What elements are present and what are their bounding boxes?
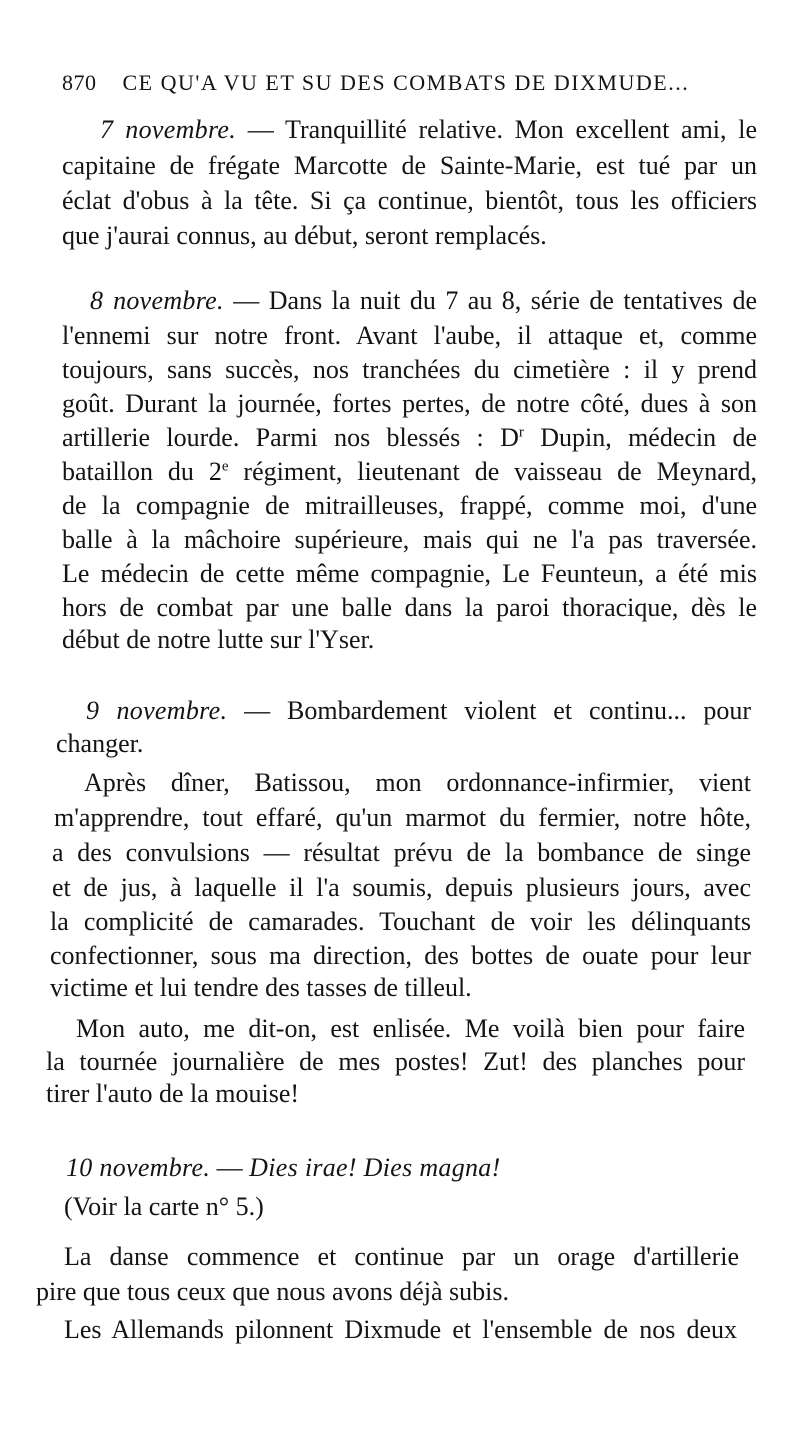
entry-8-line-1: 8 novembre. — Dans la nuit du 7 au 8, série de tentatives de [90,286,757,315]
para-apres-line-5: la complicité de camarades. Touchant de voir les délinquants [50,907,751,936]
running-header [62,70,742,96]
entry-8-line-4: goût. Durant la journée, fortes pertes, de notre côté, dues à son [62,389,757,418]
entry-8-line-2: l'ennemi sur notre front. Avant l'aube, il attaque et, comme [62,321,757,350]
entry-date: 9 novembre. [86,696,228,725]
para-auto-line-1: Mon auto, me dit-on, est enlisée. Me voilà bien pour faire [76,1014,745,1043]
entry-7-line-3: éclat d'obus à la tête. Si ça continue, bientôt, tous les officiers [62,186,757,215]
entry-8-line-9: Le médecin de cette même compagnie, Le Feunteun, a été mis [62,559,757,588]
para-allemands-line-1: Les Allemands pilonnent Dixmude et l'ensemble de nos deux [64,1315,737,1344]
para-apres-line-6: confectionner, sous ma direction, des bottes de ouate pour leur [50,941,751,970]
entry-8-line-8: balle à la mâchoire supérieure, mais qui ne l'a pas traversée. [62,525,757,554]
para-danse-line-2: pire que tous ceux que nous avons déjà subis. [36,1277,509,1306]
entry-8-line-5: artillerie lourde. Parmi nos blessés : $D^r$ Dupin, médecin de [62,423,758,452]
page-number: 870 [62,70,97,95]
entry-8-line-7: de la compagnie de mitrailleuses, frappé, comme moi, d'une [62,491,757,520]
entry-date: 8 novembre. [90,286,224,315]
entry-7-line-1: 7 novembre. — Tranquillité relative. Mon excellent ami, le [100,115,757,144]
entry-8-line-11: début de notre lutte sur l'Yser. [62,625,375,654]
entry-8-line-3: toujours, sans succès, nos tranchées du cimetière : il y prend [62,355,757,384]
entry-10-line-1: 10 novembre. — Dies irae! Dies magna! [66,1153,501,1182]
entry-9-line-1: 9 novembre. — Bombardement violent et continu... pour [86,696,751,725]
para-apres-line-7: victime et lui tendre des tasses de tilleul. [50,973,472,1002]
map-reference: (Voir la carte n° 5.) [64,1192,264,1221]
para-apres-line-4: et de jus, à laquelle il l'a soumis, depuis plusieurs jours, avec [52,873,751,902]
para-apres-line-2: m'apprendre, tout effaré, qu'un marmot du fermier, notre hôte, [54,803,751,832]
para-auto-line-3: tirer l'auto de la mouise! [46,1079,300,1108]
entry-7-line-2: capitaine de frégate Marcotte de Sainte-Marie, est tué par un [62,151,757,180]
para-auto-line-2: la tournée journalière de mes postes! Zut! des planches pour [46,1047,745,1076]
entry-8-line-10: hors de combat par une balle dans la paroi thoracique, dès le [62,593,757,622]
para-danse-line-1: La danse commence et continue par un orage d'artillerie [64,1242,739,1271]
entry-date: 7 novembre. [100,115,237,144]
running-title: CE QU'A VU ET SU DES COMBATS DE DIXMUDE... [122,70,690,95]
entry-9-line-2: changer. [56,729,144,758]
para-apres-line-1: Après dîner, Batissou, mon ordonnance-infirmier, vient [84,768,751,797]
entry-date: 10 novembre. [66,1153,211,1182]
latin-phrase: Dies irae! Dies magna! [249,1153,501,1182]
entry-7-line-4: que j'aurai connus, au début, seront remplacés. [62,221,547,250]
para-apres-line-3: a des convulsions — résultat prévu de la bombance de singe [52,838,751,867]
entry-8-line-6: bataillon du 2e régiment, lieutenant de vaisseau de Meynard, [62,457,757,486]
